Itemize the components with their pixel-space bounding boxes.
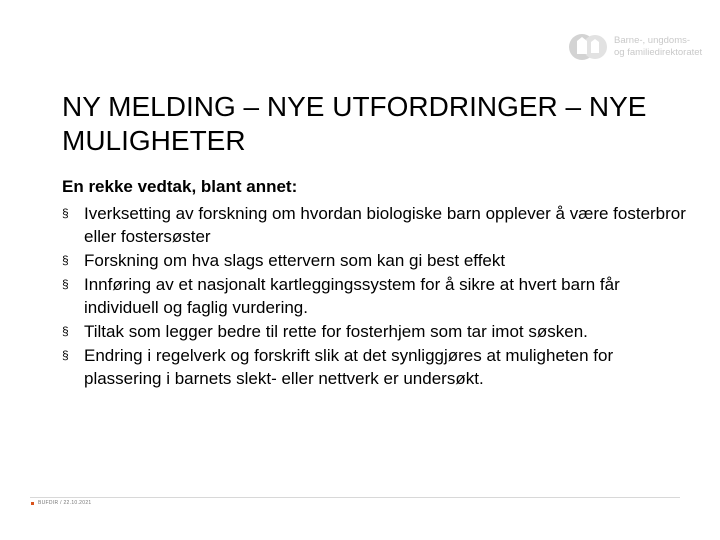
list-item [62, 249, 692, 272]
slide-title: NY MELDING – NYE UTFORDRINGER – NYE MULIGHETER [62, 91, 647, 156]
logo-line-2: og familiedirektoratet [614, 47, 703, 58]
bullet-text: Innføring av et nasjonalt kartleggingssystem for å sikre at hvert barn får individuell og faglig vurdering. [84, 275, 620, 317]
bullet-text: Iverksetting av forskning om hvordan biologiske barn opplever å være fosterbror eller fostersøster [84, 204, 686, 246]
bullet-marker: § [62, 253, 69, 267]
list-item [62, 273, 692, 319]
bullet-text: Endring i regelverk og forskrift slik at det synliggjøres at muligheten for plassering i barnets slekt- eller nettverk er undersøkt. [84, 346, 614, 388]
footer-text: BUFDIR / 22.10.2021 [38, 500, 92, 506]
bullet-marker: § [62, 324, 69, 338]
bullet-text: Tiltak som legger bedre til rette for fosterhjem som tar imot søsken. [84, 322, 588, 341]
logo-line-1: Barne-, ungdoms- [614, 35, 691, 46]
logo-text [614, 35, 702, 59]
list-item [62, 320, 692, 343]
footer-accent-mark [31, 502, 34, 505]
logo [568, 29, 708, 65]
bufdir-logo-icon [568, 32, 608, 62]
bullet-text: Forskning om hva slags ettervern som kan gi best effekt [84, 251, 506, 270]
bullet-marker: § [62, 277, 69, 291]
list-item [62, 202, 692, 248]
bullet-marker: § [62, 206, 69, 220]
intro-text: En rekke vedtak, blant annet: [62, 177, 298, 196]
list-item [62, 344, 692, 390]
bullet-list [62, 202, 692, 391]
bullet-marker: § [62, 348, 69, 362]
footer-divider [30, 497, 680, 498]
